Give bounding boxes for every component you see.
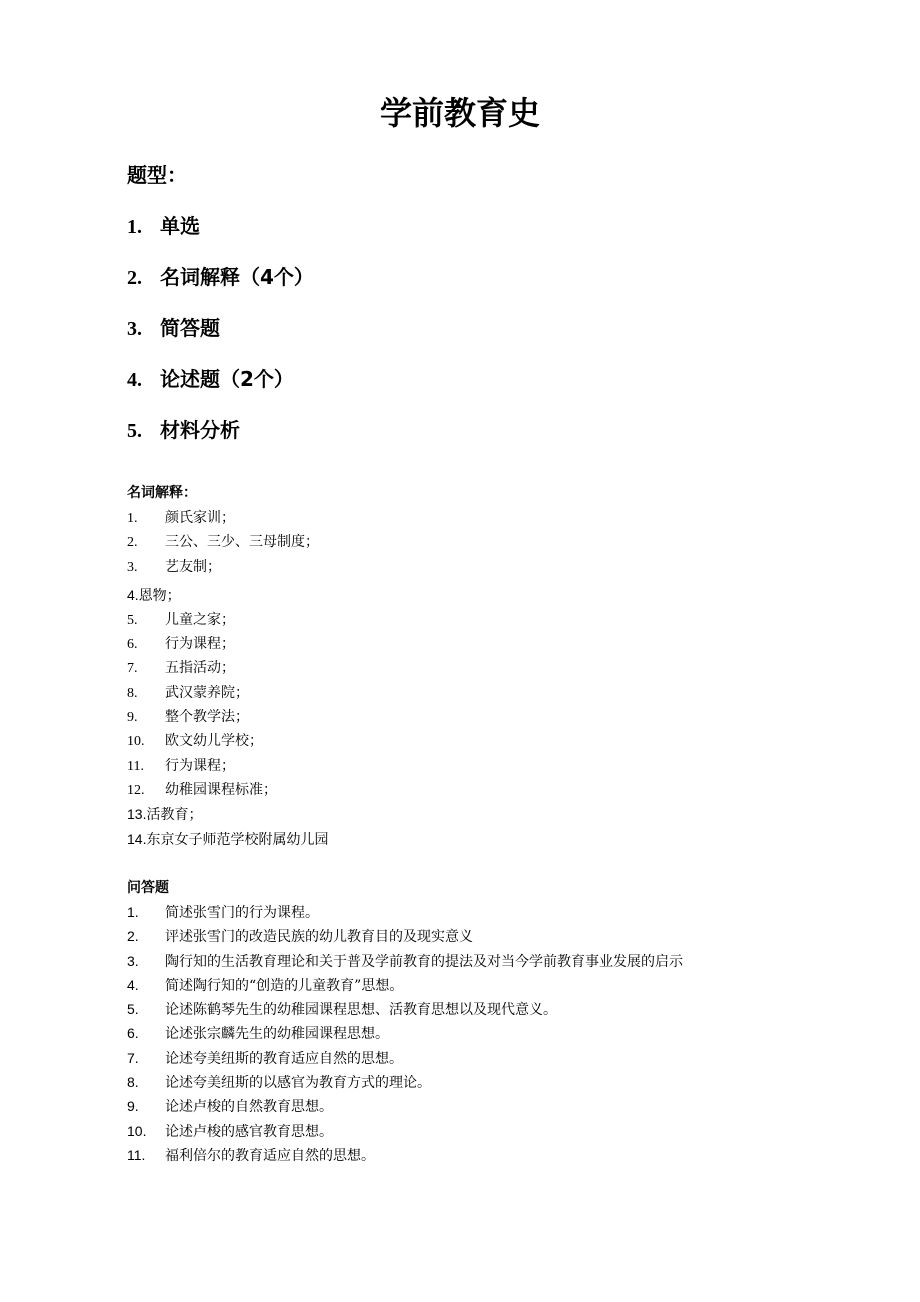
term-text: 整个教学法； [165,709,249,726]
question-item [127,925,683,949]
question-item [127,1095,683,1119]
term-text: 幼稚园课程标准； [165,781,277,798]
term-number: 2. [127,535,138,551]
question-item [127,950,683,974]
term-number: 14. [127,830,147,847]
question-item [127,1022,683,1046]
term-item [127,507,328,531]
page-title: 学前教育史 [379,94,540,132]
question-text: 论述夸美纽斯的以感官为教育方式的理论。 [165,1075,431,1092]
term-item [127,682,328,706]
term-text: 艺友制； [165,558,221,575]
question-text: 论述张宗麟先生的幼稚园课程思想。 [165,1026,389,1043]
question-number: 10. [127,1122,147,1139]
question-text: 福利倍尔的教育适应自然的思想。 [165,1147,375,1164]
term-text: 活教育； [146,807,203,824]
question-type-number: 4. [127,369,142,391]
term-text: 行为课程； [165,757,235,774]
term-item [127,828,328,852]
term-item [127,556,328,580]
question-number: 6. [127,1025,139,1042]
question-type-label: 单选 [160,214,200,238]
question-text: 论述陈鹤琴先生的幼稚园课程思想、活教育思想以及现代意义。 [165,1002,557,1019]
term-number: 12. [127,782,145,798]
term-text: 儿童之家； [165,611,235,628]
question-item [127,998,683,1022]
term-text: 三公、三少、三母制度； [165,534,319,551]
term-text: 恩物； [138,587,181,604]
question-type-number: 3. [127,318,142,340]
term-number: 8. [127,685,138,701]
question-number: 11. [127,1146,146,1163]
term-item [127,609,328,633]
question-number: 9. [127,1098,139,1115]
question-text: 论述夸美纽斯的教育适应自然的思想。 [165,1050,403,1067]
term-text: 东京女子师范学校附属幼儿园 [146,831,329,848]
term-item [127,531,328,555]
term-item [127,657,328,681]
term-item [127,730,328,754]
terms-heading: 名词解释： [127,485,197,501]
question-type-number: 5. [127,420,142,442]
question-item [127,1120,683,1144]
question-type-label: 论述题（2个） [160,367,294,391]
questions-heading: 问答题 [127,880,169,896]
question-types-heading: 题型： [127,163,187,187]
question-type-item [127,313,314,364]
question-type-item [127,415,314,466]
question-number: 7. [127,1049,139,1066]
question-type-number: 1. [127,216,142,238]
term-item [127,706,328,730]
term-text: 颜氏家训； [165,510,235,526]
term-item [127,755,328,779]
question-text: 陶行知的生活教育理论和关于普及学前教育的提法及对当今学前教育事业发展的启示 [165,953,683,970]
term-item [127,580,328,609]
question-number: 4. [127,976,139,993]
term-number: 11. [127,758,144,774]
question-item [127,974,683,998]
term-number: 7. [127,661,138,677]
question-text: 评述张雪门的改造民族的幼儿教育目的及现实意义 [165,929,473,946]
question-types-list [127,211,314,466]
question-item [127,901,683,925]
question-number: 8. [127,1074,139,1091]
question-item [127,1071,683,1095]
question-type-label: 简答题 [160,316,220,340]
term-item [127,633,328,657]
term-item [127,779,328,803]
question-type-number: 2. [127,267,142,289]
question-text: 论述卢梭的感官教育思想。 [165,1123,333,1140]
term-number: 5. [127,612,138,628]
question-number: 1. [127,904,139,920]
question-number: 2. [127,928,139,945]
question-text: 简述张雪门的行为课程。 [165,905,319,921]
question-type-item [127,262,314,313]
term-text: 五指活动； [165,660,235,677]
term-text: 欧文幼儿学校； [165,733,263,750]
question-type-label: 材料分析 [160,418,240,442]
term-item [127,803,328,827]
questions-list [127,901,683,1168]
question-number: 3. [127,952,139,969]
question-type-label: 名词解释（4个） [160,265,314,289]
terms-list [127,507,328,852]
term-number: 13. [127,806,147,823]
question-text: 简述陶行知的“创造的儿童教育”思想。 [165,977,404,994]
term-number: 4. [127,586,139,603]
term-number: 3. [127,559,138,575]
term-text: 行为课程； [165,636,235,653]
term-number: 6. [127,637,138,653]
question-item [127,1144,683,1168]
question-type-item [127,364,314,415]
question-type-item [127,211,314,262]
question-item [127,1047,683,1071]
question-number: 5. [127,1001,139,1018]
term-number: 1. [127,511,138,526]
term-number: 10. [127,734,145,750]
term-text: 武汉蒙养院； [165,684,249,701]
term-number: 9. [127,710,138,726]
question-text: 论述卢梭的自然教育思想。 [165,1099,333,1116]
